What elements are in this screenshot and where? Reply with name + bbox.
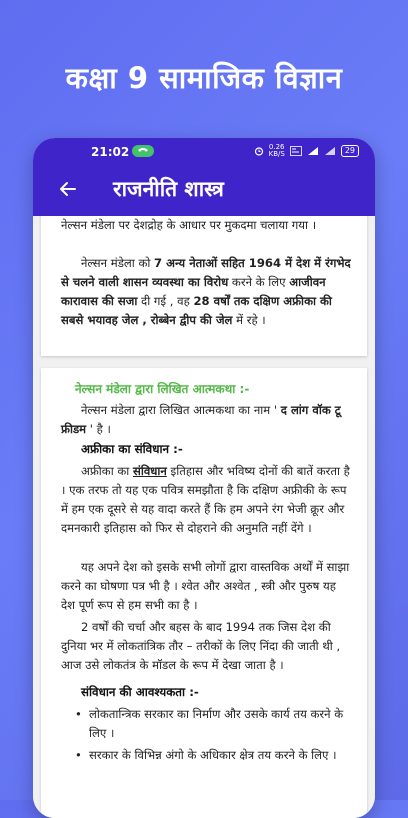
promo-title: कक्षा 9 सामाजिक विज्ञान	[65, 61, 343, 95]
content-scroll[interactable]	[33, 216, 375, 818]
section-heading: अफ्रीका का संविधान :-	[81, 442, 183, 456]
status-time: 21:02	[91, 145, 130, 159]
paragraph: नेल्सन मंडेला को 7 अन्य नेताओं सहित 1964 में देश में रंगभेद से चलने वाली शासन व्यवस्था का विरोध करने के लिए आजीवन कारावास की सजा दी गई , वह 28 वर्षों तक दक्षिण अफ्रीका की सबसे भयावह जेल , रोब्बेन द्वीप की जेल में रहे ।	[61, 256, 351, 327]
paragraph: नेल्सन मंडेला पर देशद्रोह के आधार पर मुकदमा चलाया गया ।	[61, 218, 317, 232]
network-speed: 0.26 KB/S	[268, 143, 285, 158]
back-arrow-icon[interactable]	[59, 180, 77, 198]
volte-icon	[290, 146, 302, 156]
list-item: • लोकतान्त्रिक सरकार का निर्माण और उसके कार्य तय करने के लिए ।	[75, 707, 344, 740]
app-bar	[33, 166, 375, 216]
signal-icon-2	[324, 146, 336, 156]
section-heading: संविधान की आवश्यकता :-	[81, 685, 199, 699]
page-title: राजनीति शास्त्र	[113, 177, 224, 201]
signal-icon	[307, 146, 319, 156]
list-item: • सरकार के विभिन्न अंगो के अधिकार क्षेत्र तय करने के लिए ।	[75, 748, 337, 762]
paragraph: यह अपने देश को इसके सभी लोगों द्वारा वास्तविक अर्थों में साझा करने का घोषणा पत्र भी है । श्वेत और अश्वेत , स्त्री और पुरुष यह देश पूर्ण रूप से हम सभी का है ।	[61, 560, 350, 612]
section-heading: नेल्सन मंडेला द्वारा लिखित आत्मकथा :-	[75, 382, 250, 396]
call-indicator-icon[interactable]	[132, 145, 154, 157]
phone-frame	[33, 138, 375, 818]
paragraph: अफ्रीका का संविधान इतिहास और भविष्य दोनों की बातें करता है । एक तरफ तो यह एक पवित्र समझौता है कि दक्षिण अफ्रीकी के रूप में हम एक दूसरे से यह वादा करते हैं कि हम अपने रंग भेजी क्रूर और दमनकारी इतिहास को फिर से दोहराने की अनुमति नहीं देंगे ।	[61, 464, 350, 535]
battery-icon: 29	[341, 145, 359, 157]
paragraph: नेल्सन मंडेला द्वारा लिखित आत्मकथा का नाम ' द लांग वॉक टू फ्रीडम ' है ।	[61, 403, 341, 436]
alarm-icon	[254, 146, 264, 156]
content-card	[41, 216, 367, 356]
status-icons	[254, 144, 359, 158]
paragraph: 2 वर्षों की चर्चा और बहस के बाद 1994 तक जिस देश की दुनिया भर में लोकतांत्रिक तौर – तरीकों के लिए निंदा की जाती थी , आज उसे लोकतंत्र के मॉडल के रूप में देखा जाता है ।	[61, 620, 341, 672]
content-card	[41, 368, 367, 818]
status-bar	[33, 138, 375, 166]
